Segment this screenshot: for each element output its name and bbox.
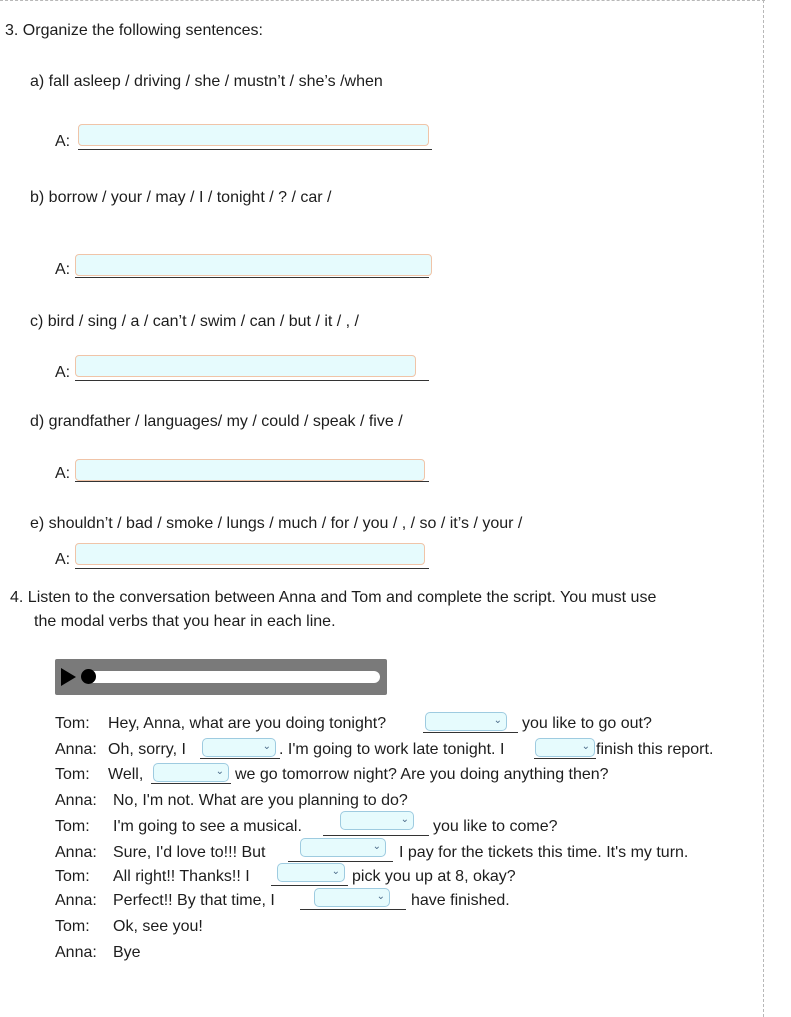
script-line-9-text-1: Ok, see you! [113, 918, 203, 935]
script-line-2-text-2: . I'm going to work late tonight. I [279, 741, 505, 758]
sentence-c-prompt: c) bird / sing / a / can’t / swim / can / but / it / , / [30, 313, 359, 330]
sentence-d-underline [75, 481, 429, 482]
audio-progress-knob[interactable] [81, 669, 96, 684]
chevron-down-icon: ⌄ [262, 741, 271, 752]
blank-7-dropdown[interactable] [277, 863, 345, 882]
sentence-b-prompt: b) borrow / your / may / I / tonight / ? / car / [30, 189, 332, 206]
chevron-down-icon: ⌄ [376, 891, 385, 902]
sentence-c-answer-input[interactable] [75, 355, 416, 377]
chevron-down-icon: ⌄ [372, 841, 381, 852]
sentence-a-answer-label: A: [55, 133, 71, 150]
blank-4-dropdown[interactable] [153, 763, 229, 782]
chevron-down-icon: ⌄ [581, 741, 590, 752]
script-line-10-text-1: Bye [113, 944, 141, 961]
sentence-e-answer-input[interactable] [75, 543, 425, 565]
script-line-10-speaker: Anna: [55, 944, 97, 961]
sentence-e-underline [75, 568, 429, 569]
question-4-title-line-2: the modal verbs that you hear in each line. [34, 613, 336, 630]
script-line-1-speaker: Tom: [55, 715, 90, 732]
blank-3-underline [534, 758, 596, 759]
blank-6-dropdown[interactable] [300, 838, 386, 857]
audio-progress-track[interactable] [83, 671, 380, 683]
script-line-8-text-2: have finished. [411, 892, 510, 909]
page-border-top [0, 0, 765, 1]
script-line-3-speaker: Tom: [55, 766, 90, 783]
sentence-d-prompt: d) grandfather / languages/ my / could / speak / five / [30, 413, 403, 430]
script-line-2-text-3: finish this report. [596, 741, 714, 758]
script-line-1-text-1: Hey, Anna, what are you doing tonight? [108, 715, 387, 732]
script-line-3-text-2: we go tomorrow night? Are you doing anything then? [235, 766, 609, 783]
question-4-title-line-1: 4. Listen to the conversation between Anna and Tom and complete the script. You must use [10, 589, 657, 606]
sentence-a-prompt: a) fall asleep / driving / she / mustn’t / she’s /when [30, 73, 383, 90]
script-line-6-text-2: I pay for the tickets this time. It's my turn. [399, 844, 689, 861]
sentence-b-answer-input[interactable] [75, 254, 432, 276]
script-line-5-text-2: you like to come? [433, 818, 558, 835]
chevron-down-icon: ⌄ [493, 715, 502, 726]
script-line-9-speaker: Tom: [55, 918, 90, 935]
page-border-right [763, 0, 764, 1017]
script-line-4-speaker: Anna: [55, 792, 97, 809]
blank-6-underline [288, 861, 393, 862]
blank-2-dropdown[interactable] [202, 738, 276, 757]
chevron-down-icon: ⌄ [215, 766, 224, 777]
script-line-7-speaker: Tom: [55, 868, 90, 885]
play-icon[interactable] [61, 668, 76, 686]
script-line-6-speaker: Anna: [55, 844, 97, 861]
blank-5-dropdown[interactable] [340, 811, 414, 830]
script-line-7-text-2: pick you up at 8, okay? [352, 868, 516, 885]
blank-2-underline [200, 758, 280, 759]
blank-5-underline [323, 835, 429, 836]
blank-1-underline [423, 732, 518, 733]
sentence-d-answer-input[interactable] [75, 459, 425, 481]
sentence-b-underline [75, 277, 429, 278]
script-line-6-text-1: Sure, I'd love to!!! But [113, 844, 266, 861]
chevron-down-icon: ⌄ [400, 814, 409, 825]
script-line-3-text-1: Well, [108, 766, 144, 783]
sentence-b-answer-label: A: [55, 261, 71, 278]
script-line-2-speaker: Anna: [55, 741, 97, 758]
script-line-7-text-1: All right!! Thanks!! I [113, 868, 250, 885]
blank-8-dropdown[interactable] [314, 888, 390, 907]
sentence-c-answer-label: A: [55, 364, 71, 381]
sentence-e-prompt: e) shouldn’t / bad / smoke / lungs / much / for / you / , / so / it’s / your / [30, 515, 523, 532]
sentence-a-underline [78, 149, 432, 150]
blank-1-dropdown[interactable] [425, 712, 507, 731]
script-line-8-speaker: Anna: [55, 892, 97, 909]
script-line-8-text-1: Perfect!! By that time, I [113, 892, 275, 909]
blank-7-underline [271, 885, 348, 886]
script-line-4-text-1: No, I'm not. What are you planning to do? [113, 792, 408, 809]
chevron-down-icon: ⌄ [331, 866, 340, 877]
blank-3-dropdown[interactable] [535, 738, 595, 757]
script-line-5-text-1: I'm going to see a musical. [113, 818, 302, 835]
sentence-a-answer-input[interactable] [78, 124, 429, 146]
blank-4-underline [151, 783, 231, 784]
audio-player [55, 659, 387, 695]
blank-8-underline [300, 909, 406, 910]
script-line-5-speaker: Tom: [55, 818, 90, 835]
question-3-title: 3. Organize the following sentences: [5, 22, 263, 39]
sentence-c-underline [75, 380, 429, 381]
sentence-e-answer-label: A: [55, 551, 71, 568]
script-line-2-text-1: Oh, sorry, I [108, 741, 186, 758]
sentence-d-answer-label: A: [55, 465, 71, 482]
script-line-1-text-2: you like to go out? [522, 715, 652, 732]
